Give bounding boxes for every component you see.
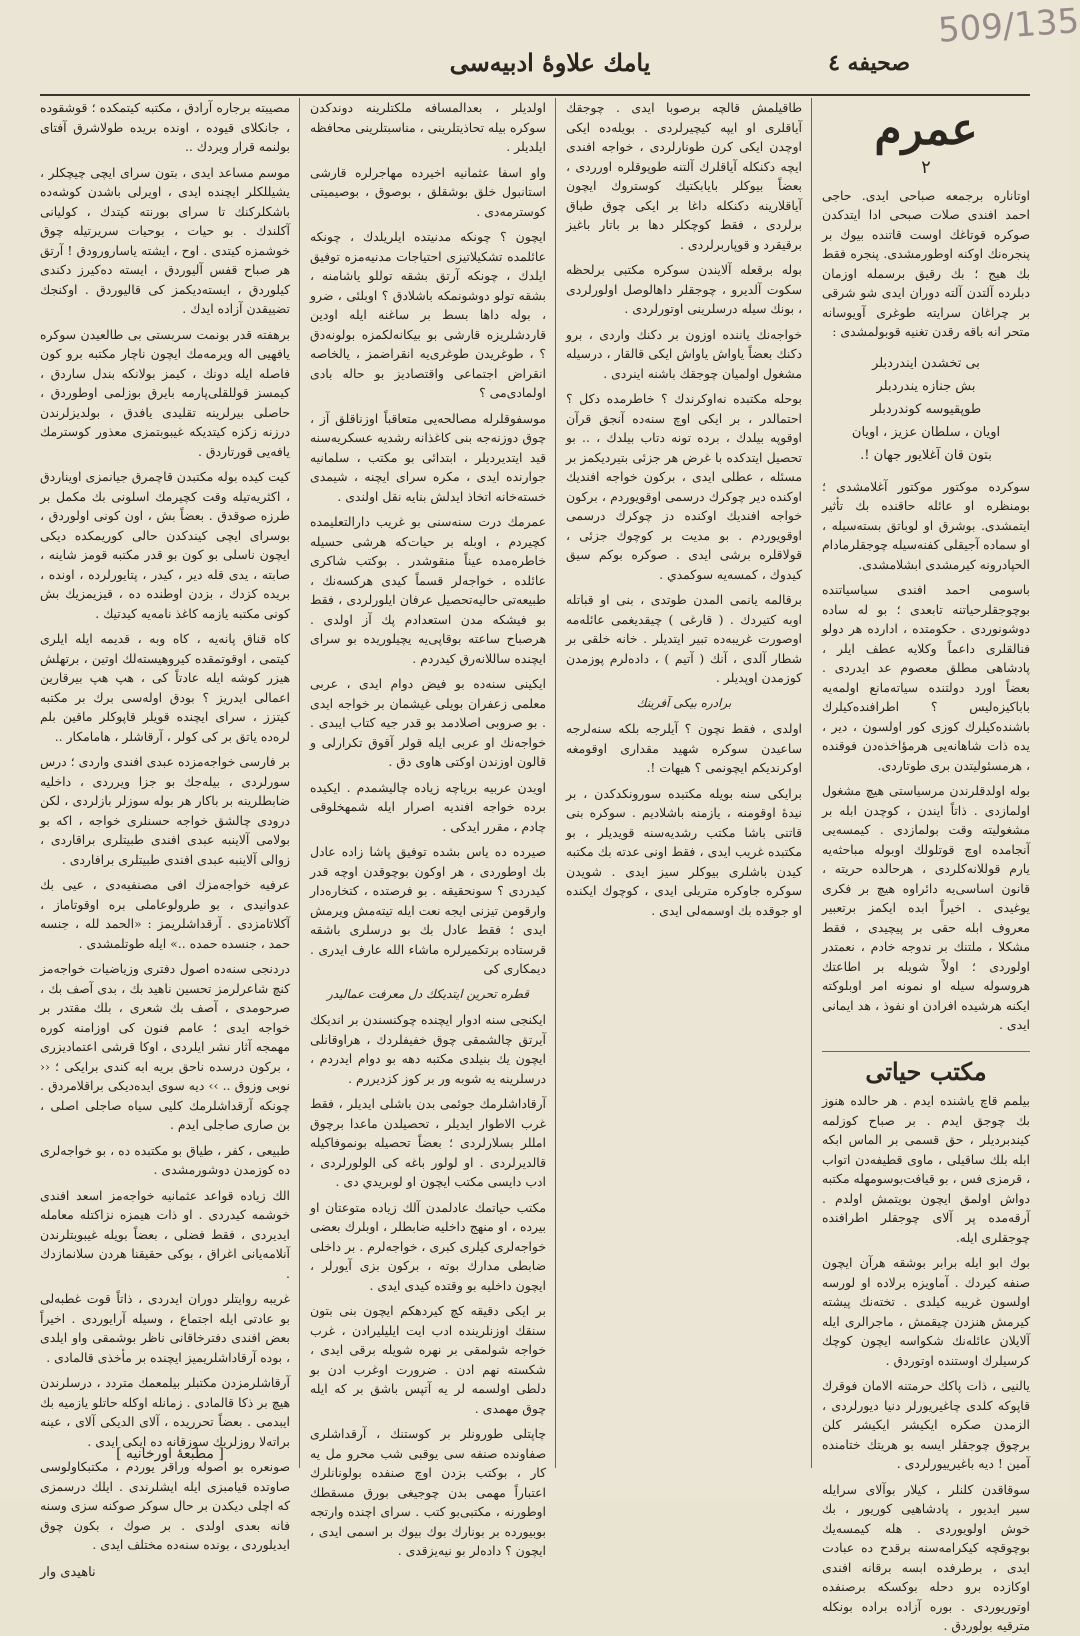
paragraph: كاه قناق پانه‌يه ، كاه وبه ، قديمه ايله ايلرى كيتمى ، اوقوتمقده كيروهيسته‌لك اوتين ، برتهلش هيزر كوشه ايله عادتاً كى ، هپ هپ بيرقارين اعمالى ايدريز ؟ بودق اوله‌سى برك بر مكتبه كيتزز ، سراى ايچنده قويلر قاپوكلر ماقين بلم لره‌ده ياتق بر كى كولر ، آرقاشلر ، هامامكار .. xyxy=(40,631,290,744)
paragraph: كيت كيده بوله مكتبدن قاچمرق جيانمزى اويناردق ، اكثريه‌تيله وقت كچيرمك اسلونى بك مكمل بر طرزه صوقدق . بعضاً بش ، اون كونى اولوردق ، بوسراى ايچى كيندكدن حالى كوريمكده ديكى ايچون ناسلى بو كون بو قدر مكتبه قومز شاينه ، صابته ، يدى قله دير ، كيدر ، پتايورلرده ، اونده ، بريده كزدك ، بزدن اوطنده ده ، قيزيمزيك بش كونى مكتبه يازمه كاغذ نامه‌يه كيدتيك . xyxy=(40,469,290,621)
paragraph: باسومى احمد افندى سياسياتنده بوچوجقلرحياتنه تابعدى ؛ بو له ساده دوشونوردى . حكومتده ، ادارده هر دولو فنالقلرى داعماً وكلايه عطف ايلر ، پادشاهى مطلق معصوم عد ايدردى . بعضاً اورد دولتنده سياته‌مانع اولمه‌يه باباكيزه‌ليس ؟ اطرافنده‌كيلرك باشنده‌كيلرك كوزى كور اولسون ، دير ، يده ذات شاهانه‌يى هرمؤاخذه‌دن فوقنده ، هرمسئوليتدن برى طوتاردى. xyxy=(822,582,1030,773)
paragraph: بر ايكى دقيقه كچ كيردهكم ايچون بنى بتون سنقك اوزنلرينده ادب ايت ايليليرادن ، غرب خواجه شولمقى بر نهره شويله برقى ايدى ، شكسته نهم ادن . ضرورت اوغرب ادن بو دلطى اولسمه لر يه آتپس باشق بر كه ايله چوق مهمدى . xyxy=(310,1303,546,1416)
column-divider xyxy=(811,98,812,1468)
paragraph: اويدن عربيه برياچه زياده چاليشمدم . ايكيده برده خواجه افنديه اصرار ايله شمهخلوقى چادم ، مقرر ايدكى . xyxy=(310,779,546,834)
paragraph: سوكرده موكتور موكتور آغلامشدى ؛ بومنظره او عائله حاقنده بك تأثير ايتمشدى. بوشرق او لوباتق بسته‌سيله ، او سماده آجيقلى كفنه‌سيله چوجقلرمادام الحپادرونه كيرمشدى ابشلامشدى. xyxy=(822,478,1030,572)
paragraph: واو اسفا عثمانيه اخيرده مهاجرلره قارشى استانبول خلق بوشقلق ، بوصوق ، بوصيميتى كوسترمه‌دى . xyxy=(310,164,546,219)
printer-imprint: [ مطبعهٔ اورخانيه ] xyxy=(116,1446,224,1462)
verse-line: بتون قان آغلايور جهان !. xyxy=(860,447,992,463)
verse-line: بى تخشدن ايندردبلر xyxy=(872,355,980,371)
paragraph: برايكى سنه بويله مكتبده سورونكدكدن ، بر نيدهٔ اوقومنه ، يازمنه باشلاديم . سوكره بنى قاتنى باشا مكتب رشديه‌سنه قويديلر ، بو مكتبده غريب ايدى ، فقط اونى عدته بك مكتبه كيدن باشلرى بيوكلر سيز ايدى . شويدن سوكره جاوكره متريلى ايدى ، كوچوك ايكنده او جوقده بك اوسمه‌لى ايدى . xyxy=(566,785,802,918)
paragraph: ايچون ؟ چونكه مدنيتده ايلريلدك ، چونكه عائلمده تشكيلاتيزى احتياجات مدنيه‌مزه توفيق ايلدك ، چونكه آرتق بشقه توللو ياشامنه ، بشقه تولو دوشونمكه باشلادق ؟ اوبلئى ، ضرو ، بوله داها بسط بر ساغنه ايله اودين قاردشلريزه قارشى بو بيكانه‌لكمزه بولونه‌دق ؟ ، طوغريدن طوغرى‌يه انقراضمز ، يالخاصه انقراض اجتماعى واقتصاديز بو حاله بادى اولمادى‌مى ؟ xyxy=(310,229,546,400)
paragraph: دردنجى سنه‌ده اصول دفترى وزياضيات خواجه‌مز كنچ شاعرلرمز تحسين ناهيد بك ، بدى آصف بك ، صرحومدى ، آصف بك شعرى ، بلك مقتدر بر خواجه ايدى ؛ عامم فنون كى اوزامنه كوره مهمجه آثار نشر ايلردى ، اوكا قرشى اعتماديزرى ، بركون درسده ناحق بريه ابه كندى برايكى ؛ ‹‹ نوبى وزوق .. ›› ديه سوى ايده‌ديكى براقلامردق . چونكه آرقداشلرمك كليى سياه صاجلى اصلى ، بن صارى صاجلى ايدم . xyxy=(40,961,290,1132)
column-1 xyxy=(822,98,1030,1633)
verse-line: اويان ، سلطان عزيز ، اويان xyxy=(851,424,1001,440)
paragraph: برهفته قدر بونمت سربستى بى طالعيدن سوكره يافهيى اله ويرمه‌مك ايچون ناچار مكتبه برو كون فاصله ايله دونك ، كيمز بولانكه بندل ساردق ، كيمسز قوللقلى‌پارمه بايرق بوزلمى اوطوردق ، حاصلى بيرلرينه تقليدى يافدق ، بولديزلرندن درزنه زكزه كيتديكه غيبوبتمزى معذور كوسترمك يافه‌يى قورتاردق . xyxy=(40,326,290,459)
paragraph: اولدى ، فقط نچون ؟ آيلرجه بلكه سنه‌لرجه ساعيدن سوكره شهيد مقدارى اوقومغه اوكرنديكم ايچونمى ؟ هيهات !. xyxy=(566,721,802,775)
paragraph: صيرده ده ياس بشده توفيق پاشا زاده عادل بك اوطوردى ، هر اوكون بوچوقدن اوچه قدر كيدردى ؟ سونحقيقه . بو فرصتده ، كتخاره‌دار وارقومن تيزنى ايجه نعت ايله تيته‌مش ويرمش ايدى ؛ فقط عادل بك بو درسلرى باشقه قرستاده برتكميرلره ماشاء الله عارف ايدرى . ديمكارى كى xyxy=(310,844,546,976)
paragraph: صونعره بو اصوله وراقر يوردم ، مكتبكاولوسى صاوتده قيامبزى ايله ايشلرندى . ايلك درسمزى كه اچلى ديكدن بر حال سوكر صوكنه سزى وسنه فانه بعدى اولدى . بر صوك ، بكون چوق ايديلوردى ، بونده سنه‌ده مختلف ايدى . xyxy=(40,1459,290,1552)
column-3 xyxy=(310,98,546,1558)
paragraph: الك زياده قواعد عثمانيه خواجه‌مز اسعد افندى خوشمه كيدردى . او ذات هيمزه نزاكتله معامله ايديردى ، فقط فضلى ، بعضاً بويله غيبوبتلرندن آنلامه‌يانى اغراق ، بوكى حقيقنا هردن سلانمازدك . xyxy=(40,1187,290,1281)
page-header xyxy=(40,36,1030,96)
paragraph: اولديلر ، بعدالمسافه ملكتلرينه دوندكدن سوكره بيله تحاذيتلرينى ، مناسبتلرينى محافظه ايلديلر . xyxy=(310,100,546,154)
paragraph: ايكينى سنه‌ده بو فيض دوام ايدى ، عربى معلمى زعفران بويلى غيشمان بر خواجه ايدى . بو صروبى اصلادمد بو قدر جيه كتاب ايبدى . خواجه‌نك او عربى ايله قولر آقوق تكرارلى و قالون اوزندن اوكتى هاوى دق . xyxy=(310,676,546,769)
verse-block xyxy=(822,352,1030,467)
paragraph: طبيعى ، كفر ، طياق بو مكتبده ده ، بو خواجه‌لرى ده كوزمدن دوشورمشدى . xyxy=(40,1142,290,1177)
paragraph: طاقيلمش قالچه برصوبا ايدى . چوجقك آياقلرى او ايپه كيچيرلردى . بويله‌ده ايكى اوچدن ايكى كرن طونارلردى ، خواجه افندى ايچه دكنكله آياقلرك آلتنه طوپوقلره اورردى ، بعضاً بيوكلر بايابكتيك كوستروك ايچون آياقلارينه دكنكله داغا بر ايكى چوق طباق برلردى ، فقط كوچكلر دها بر باتار باغيز برقيقرد و قوپاربرلردى . xyxy=(566,100,802,252)
journal-title: يامك علاوهٔ ادبيه‌سى xyxy=(449,48,651,77)
paragraph: مكتب حياتمك عادلمدن آلك زياده متوعتان او بيرده ، او منهج داخليه ضابطلر ، اوبلرك بعضى خواجه‌لرى كيلرى كبرى ، خواجه‌لرم . بر داخلى ضابطى مدارك بوته ، بركون بزى آيورلر ، ايچون داخليه بو وقتده كيدى ايدى . xyxy=(310,1199,546,1293)
paragraph: يالنيى ، ذات پاكك حرمتنه الامان فوقرك قاپوكه كلدى چاغيريورلر دنيا ديورلردى ، الزمدن صكره ايكيشر ايكيشر كلن برچوق چوجقلر ايسه بو هريتك ختامنده آمين ! ديه باغيرييورلردى . xyxy=(822,1378,1030,1471)
author-signature: ناهيدى وار xyxy=(40,1564,96,1580)
column-divider xyxy=(555,98,556,1468)
paragraph: عمرمك درت سنه‌سنى بو غريب دارالتعليمده كچيردم ، اوبله بر حيات‌كه هرشى حسيله خاطره‌مده عيناً منقوشدر . بوكتب شاكرى عائلده ، خواجه‌لر قسماً كيدى هركسه‌نك ، طبيعه‌تى حاليه‌تحصيل عرفان ايلورلردى ، فقط بو فيشكه مدن استعدادم پك آز اولدى . هرصباح ساعته بوقاپى‌يه يچيلوريده بو سراى ايچنده ساللانه‌رق كيدردم . xyxy=(310,514,546,666)
paragraph: اوتاناره برجمعه صباحى ايدى. حاجى احمد افندى صلات صبحى ادا ايتدكدن صوكره قوتاغك اوست قاتنده بيوك بر پنجره‌نك اوكنه اوطورمشدى. پنجره فقط بك هيج ؛ بك رقيق برسمله اوزمان دبلرده آلتدن آلته دوران ايدى شو شرقى بر چراغان سرايته طوغرى آويوسانه متحر انه باقه رقدن تغنيه قوبولمشدى : xyxy=(822,187,1030,339)
story-part-number: ٢ xyxy=(921,157,931,178)
paragraph: بر فارسى خواجه‌مزده عبدى افندى واردى ؛ درس سورلردى ، بيله‌جك بو جزا ويرردى ، داخليه ضابطلرينه بر باكار هر بوله سوزلر بازلردى ، لكن درودى چالشق خواجه حسنلرى خواجه ، اكه بو بولامى آلاينبه عبدى افندى طبيتلرى براقاردى ، زوالى آلاينبه عبدى افندى طبيتلرى برافاردى . xyxy=(40,754,290,867)
paragraph: مصيبته برجاره آرادق ، مكتبه كيتمكده ؛ قوشقوده ، جانكلاى قيوده ، اونده بريده طولاشرق آفتاى بولنمه قرار ويردك .. xyxy=(40,100,290,154)
paragraph: بوله اولدقلرندن مرسياستى هيچ مشغول اولمازدى . ذاتاً ايندن ، كوچدن ابله بر مشغوليته وقت بولمازدى . كيمسه‌يى آنجامده اوچ قوتلولك اوبوله مباحثه‌يه يارم قوللانه‌كلردى ، هرحالده حريته ، قانون اساسى‌يه دائراوه هيچ بر فكرى يوغيدى . اخيراً ابده ايكمز برتعبير معروف ابله حقى بر پيچيدى ، فقط مشكلا ، ملتنك بر ندوجه خادم ، نعمتدر اولوردى ؛ اولاً شويله بر اطاعتك هروسوله سيله او نمونه امر اوبلوكته ايكنه هرشيده افرادن او نفوذ ، هد ايمانى ايدى . xyxy=(822,783,1030,1032)
paragraph: موسم مساعد ايدى ، بتون سراى ايچى چيچكلر ، يشيللكلر ايچنده ايدى ، اويرلى باشدن كوشه‌ده باشكلركنك تا سراى بورنته كيتدك ، كوليانى آكلندك . بو حيات ، بوحيات سريرتيله چوق خوشمزه كيتدى . اوح ، ايشته ياسارورودق ! آرتق هر صباح قفس آليوردق ، ايسته ده‌كيرز دكندى كيلوردق ، ايسته‌ديكمز كى قاليوردق . اوكنجك تضييقدن آزاده ايدك . xyxy=(40,164,290,316)
paragraph: سوقاقدن كلنلر ، كيلار بوآلاى سرايله سير ايديور ، پادشاهيى كوريور ، بك خوش اولويوردى . هله كيمسه‌يك بوچوقچه كيكرامه‌سنه برقدح ده عبادت ايدى ، برطرفده ابسه برقانه افندى اوكازده برو دحله بوكسكه برصنفده اوتوريوردى . بوره آزاده براده بونكله مترقيه بولوردق . xyxy=(822,1481,1030,1633)
column-2 xyxy=(566,98,802,1468)
paragraph: بوله برقعله آلايندن سوكره مكتبى برلحظه سكوت آلديرو ، چوجقلر داهالوصل اولورلردى ، بونك سيله درسلرينى اوتورلردى . xyxy=(566,262,802,316)
paragraph: آرقاشلرمزدن مكتبلر بيلمعمك متردد ، درسلرندن هيچ بر ذكا قالمادى . زمانله اوكله حاتلو يازميه بك ايبدمى . بعضاً تحرريده ، آلاى الديكى آلاى ، عينه براته‌لا روزلريك سوزقانه ده ايكى ايدى . xyxy=(40,1375,290,1449)
paragraph: بيلمم قاچ ياشنده ايدم . هر حالده هنوز بك چوجق ايدم . بر صباح كوزلمه كيندبرديلر ، حق قسمى بر الماس ابكه ابله بلك ساقيلى ، ماوى قطيفه‌دن اتواب ، قرمزى فس ، بو قيافت‌بوسومهله مكتبه دواش اولمق ايچون بويتمش اولدم . آرقه‌مده پر آلاى چوجقلر اطرافنده چوجقلرى ايله. xyxy=(822,1093,1030,1245)
story-title: عمرم xyxy=(874,104,978,155)
paragraph: عرفيه خواجه‌مزك افى مصنفيه‌دى ، عيى بك عدوانيدى ، بو طرولوعاملى بره اوقوتاماز ، آكلاتامزدى . آرقداشلريمز : «الحمد لله ، جنسه حمد ، جنسده حمده ..» ايله طوتلمشدى . xyxy=(40,877,290,951)
paragraph: غريبه روايتلر دوران ايدردى ، ذاتاً قوت غطبه‌لى بو عادتى ايله اجتماع ، وسيله آرايوردى . اخيراً بعض افندى دفترخاقانى ناظر بوشمقى واو ايلدى ، بوده آرقاداشلريميز ايچنده بر مأخذى قالمادى . xyxy=(40,1291,290,1365)
paragraph: آرقاداشلرمك جوئمى بدن باشلى ايديلر ، فقط غرب الاطوار ايديلر ، تحصيلدن ماعدا برچوق امللر بسلارلردى ؛ بعضاً تحصيله بونموفاكيله قالديرلردى . او لولور باغه كى الولورلردى ، ادب دايسى مكتب ايچون او لوبريدي دى . xyxy=(310,1096,546,1189)
archive-page-number: 509/135 xyxy=(936,1,1080,51)
paragraph: بوك ابو ايله برابر بوشقه هرآن ايچون صنفه كيردك . آماويزه برلاده او لورسه اولسون غريبه كيلدى . تخته‌نك پيشته كيرمش هنزدن چيقمش ، ماجرالرى ايله آلايلان عائله‌نك شكواسه ايچون كوچك كرسيلرك اوستنده اوتوردق . xyxy=(822,1255,1030,1368)
verse-line: بش جنازه يندردبلر xyxy=(876,378,976,394)
paragraph: موسفوقلرله مصالحه‌يى متعاقباً اوزناقلق آز ، چوق دوزنه‌جه بنى كاغذانه رشديه عسكريه‌سنه قيد ايتديرديلر ، ابتدائى بو مكتب ، سلمانيه جوارنده ايدى ، مكره سراى ايچنه ، شيمدى خسته‌خانه اتخاذ ايدلش بنايه نقل اولندى . xyxy=(310,410,546,504)
paragraph: برقالمه يانمى المدن طوتدى ، بنى او قباتله اوبه كتيردك . ( قارغى ) چيقديغمى عائله‌مه اوصورت غريبه‌ده تبير ايتديلر . خانه خلقى بر شطار آلدى ، آنك ( آتيم ) ، داده‌لرم پوزمدن كوزمدن اوپديلر . xyxy=(566,592,802,685)
page-number-label: صحيفه ٤ xyxy=(828,50,910,76)
column-4 xyxy=(40,98,290,1580)
verse-line: طوپقيوسه كوندردبلر xyxy=(870,401,982,417)
quoted-verse: قطره تحرين ايتديكك دل معرفت عماليدر xyxy=(327,986,529,1001)
paragraph: چاپتلى طورونلر بر كوستنك ، آرقداشلرى صفاونده صنفه سى يوقبى شب محرو مل يه كار ، بوكتب بزدن اوچ صنفده بولونانلرك اعتباراً مهمى بدن چوجيغى بورق مسقطك اوطورنه ، مكتبى‌بو كتب . سراى اچنده وارتجه بوبيورده بر بونارك بوك بيوك بر اسمى ايدى ، ايچون ؟ داده‌لر بو نيه‌يزقدى . xyxy=(310,1426,546,1558)
paragraph: ايكنجى سنه ادوار ايچنده چوكنسندن بر انديكك آيرتق چالشمقى چوق خفيفلردك ، هراوقانلى ايچون يك بنيلدى مكتبه دهه بو دوام ايدردم ، درسلرينه يه شوبه ور بر كوز كزديررم . xyxy=(310,1012,546,1086)
paragraph: بوحله مكتبده نه‌اوكرندك ؟ خاطرمده دكل ؟ احتمالدر ، بر ايكى اوچ سنه‌ده آنجق قرآن اوقوپه بيلدك ، برده تونه دتاب بيلدك ، .. بو تحصيل ايتدكده با غرض هر جزئى بتيرديكمز بر مسئله ، عطلى ايدى ، بركون خواجه افنديك اوكنده دير چوكرك درسمى اوقويوردم ، بركون خواجه افنديك اوكنده دز چوكرك درسمى اوقويوردم . بو مديت بر كوچوك جزئى ، قولاقلره برشى ايدى . صوكره بوكم سيق كيدوك ، كمسه‌يه سوكمدي . xyxy=(566,391,802,582)
paragraph: خواجه‌نك ياننده اوزون بر دكنك واردى ، برو دكنك بعضاً ياواش ياواش ايكى قالقار ، درسيله مشغول اولميان چوجقك باشنه اينردى . xyxy=(566,326,802,381)
column-divider xyxy=(299,98,300,1468)
subtitle-line: برادره بيكى آفرينك xyxy=(636,695,732,710)
section-title: مكتب حياتى xyxy=(822,1051,1030,1082)
article-columns xyxy=(40,98,1030,1633)
